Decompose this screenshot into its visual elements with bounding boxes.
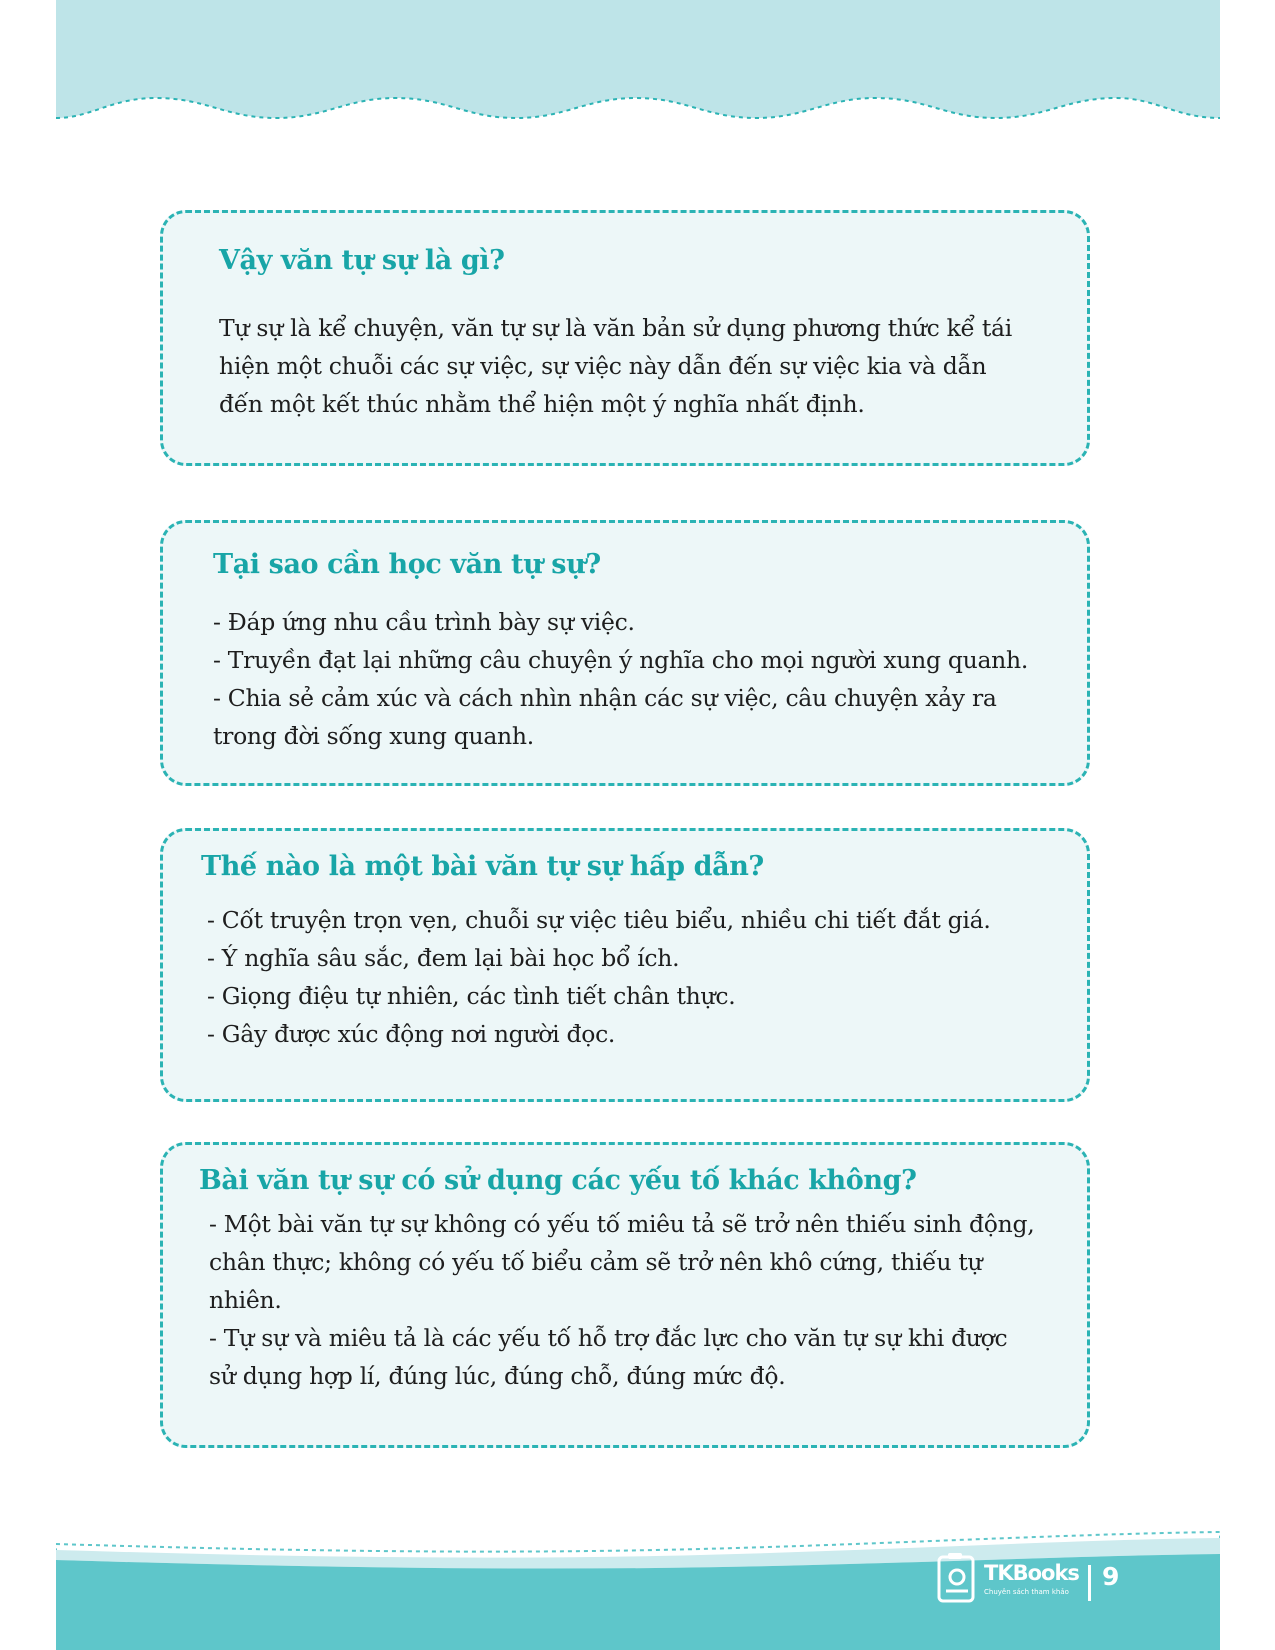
section-title: Tại sao cần học văn tự sự? xyxy=(213,549,601,580)
list-item: - Cốt truyện trọn vẹn, chuỗi sự việc tiêu biểu, nhiều chi tiết đắt giá. xyxy=(207,906,991,934)
bullet-list xyxy=(199,1205,1037,1395)
section-card-what-is-narrative xyxy=(160,210,1090,466)
section-title: Vậy văn tự sự là gì? xyxy=(219,245,505,276)
bullet-list xyxy=(201,901,1037,1053)
list-item: - Ý nghĩa sâu sắc, đem lại bài học bổ ích. xyxy=(207,944,680,972)
brand-tagline: Chuyên sách tham khảo xyxy=(984,1588,1069,1596)
list-item: - Giọng điệu tự nhiên, các tình tiết chân thực. xyxy=(207,982,736,1010)
footer-divider xyxy=(1088,1565,1091,1601)
list-item: - Đáp ứng nhu cầu trình bày sự việc. xyxy=(213,608,635,636)
list-item: - Tự sự và miêu tả là các yếu tố hỗ trợ đắc lực cho văn tự sự khi được sử dụng hợp lí, đúng lúc, đúng chỗ, đúng mức độ. xyxy=(209,1324,1008,1390)
page-number: 9 xyxy=(1102,1562,1120,1591)
list-item: - Chia sẻ cảm xúc và cách nhìn nhận các sự việc, câu chuyện xảy ra trong đời sống xung quanh. xyxy=(213,684,997,750)
list-item: - Gây được xúc động nơi người đọc. xyxy=(207,1020,616,1048)
section-title: Thế nào là một bài văn tự sự hấp dẫn? xyxy=(201,851,764,882)
header-wave-band xyxy=(56,0,1220,130)
section-body: Tự sự là kể chuyện, văn tự sự là văn bản sử dụng phương thức kể tái hiện một chuỗi các sự việc, sự việc này dẫn đến sự việc kia và dẫn đến một kết thúc nhằm thể hiện một ý nghĩa nhất định. xyxy=(219,314,1012,418)
brand-name: TKBooks xyxy=(984,1561,1079,1585)
list-item: - Một bài văn tự sự không có yếu tố miêu tả sẽ trở nên thiếu sinh động, chân thực; không có yếu tố biểu cảm sẽ trở nên khô cứng, thiếu tự nhiên. xyxy=(209,1210,1035,1314)
section-card-engaging-essay xyxy=(160,828,1090,1102)
list-item: - Truyền đạt lại những câu chuyện ý nghĩa cho mọi người xung quanh. xyxy=(213,646,1029,674)
section-card-other-elements xyxy=(160,1142,1090,1448)
bullet-list xyxy=(213,603,1037,755)
book-icon xyxy=(936,1553,978,1605)
section-title: Bài văn tự sự có sử dụng các yếu tố khác không? xyxy=(199,1165,917,1196)
section-card-why-learn xyxy=(160,520,1090,786)
